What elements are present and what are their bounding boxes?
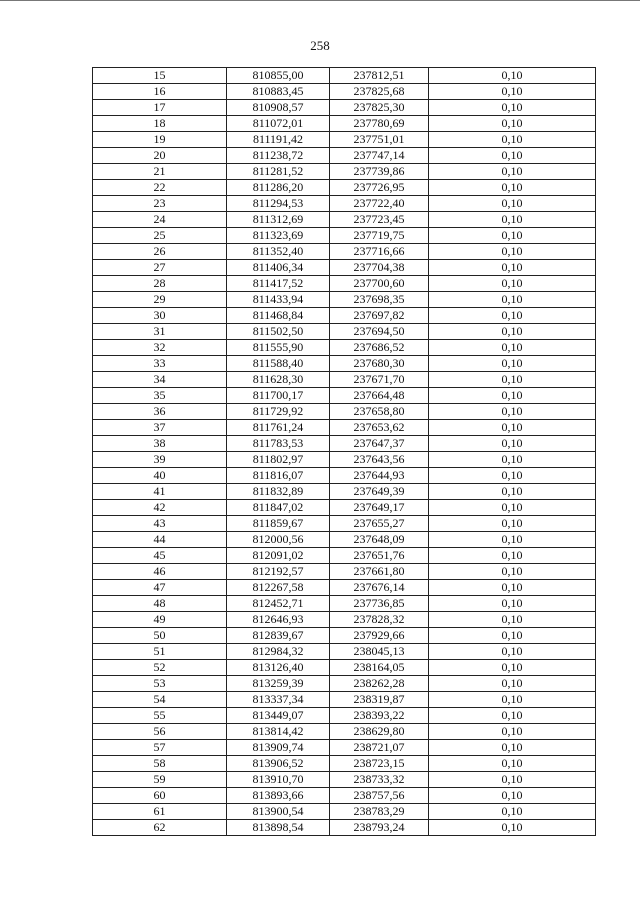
point-number-cell: 23 [93, 196, 227, 212]
accuracy-cell: 0,10 [429, 692, 596, 708]
accuracy-cell: 0,10 [429, 68, 596, 84]
x-coordinate-cell: 811502,50 [227, 324, 330, 340]
y-coordinate-cell: 237723,45 [330, 212, 429, 228]
point-number-cell: 15 [93, 68, 227, 84]
y-coordinate-cell: 237644,93 [330, 468, 429, 484]
point-number-cell: 61 [93, 804, 227, 820]
x-coordinate-cell: 811847,02 [227, 500, 330, 516]
accuracy-cell: 0,10 [429, 468, 596, 484]
accuracy-cell: 0,10 [429, 388, 596, 404]
point-number-cell: 49 [93, 612, 227, 628]
y-coordinate-cell: 238723,15 [330, 756, 429, 772]
y-coordinate-cell: 237671,70 [330, 372, 429, 388]
table-row [93, 676, 596, 692]
accuracy-cell: 0,10 [429, 404, 596, 420]
y-coordinate-cell: 237643,56 [330, 452, 429, 468]
accuracy-cell: 0,10 [429, 660, 596, 676]
table-row [93, 100, 596, 116]
y-coordinate-cell: 237739,86 [330, 164, 429, 180]
x-coordinate-cell: 810883,45 [227, 84, 330, 100]
y-coordinate-cell: 238393,22 [330, 708, 429, 724]
y-coordinate-cell: 237655,27 [330, 516, 429, 532]
table-row [93, 628, 596, 644]
x-coordinate-cell: 811433,94 [227, 292, 330, 308]
x-coordinate-cell: 811286,20 [227, 180, 330, 196]
table-row [93, 772, 596, 788]
table-row [93, 292, 596, 308]
point-number-cell: 50 [93, 628, 227, 644]
accuracy-cell: 0,10 [429, 708, 596, 724]
point-number-cell: 16 [93, 84, 227, 100]
point-number-cell: 27 [93, 260, 227, 276]
y-coordinate-cell: 237661,80 [330, 564, 429, 580]
y-coordinate-cell: 237700,60 [330, 276, 429, 292]
table-row [93, 692, 596, 708]
accuracy-cell: 0,10 [429, 420, 596, 436]
x-coordinate-cell: 813126,40 [227, 660, 330, 676]
x-coordinate-cell: 812839,67 [227, 628, 330, 644]
accuracy-cell: 0,10 [429, 452, 596, 468]
y-coordinate-cell: 237680,30 [330, 356, 429, 372]
point-number-cell: 55 [93, 708, 227, 724]
y-coordinate-cell: 237736,85 [330, 596, 429, 612]
x-coordinate-cell: 812984,32 [227, 644, 330, 660]
y-coordinate-cell: 237780,69 [330, 116, 429, 132]
table-row [93, 436, 596, 452]
y-coordinate-cell: 237697,82 [330, 308, 429, 324]
point-number-cell: 21 [93, 164, 227, 180]
y-coordinate-cell: 238045,13 [330, 644, 429, 660]
accuracy-cell: 0,10 [429, 772, 596, 788]
x-coordinate-cell: 811802,97 [227, 452, 330, 468]
point-number-cell: 24 [93, 212, 227, 228]
point-number-cell: 62 [93, 820, 227, 836]
table-row [93, 276, 596, 292]
point-number-cell: 51 [93, 644, 227, 660]
accuracy-cell: 0,10 [429, 308, 596, 324]
x-coordinate-cell: 811323,69 [227, 228, 330, 244]
y-coordinate-cell: 237649,39 [330, 484, 429, 500]
point-number-cell: 26 [93, 244, 227, 260]
point-number-cell: 32 [93, 340, 227, 356]
accuracy-cell: 0,10 [429, 324, 596, 340]
accuracy-cell: 0,10 [429, 644, 596, 660]
point-number-cell: 33 [93, 356, 227, 372]
table-row [93, 820, 596, 836]
table-row [93, 68, 596, 84]
table-row [93, 164, 596, 180]
table-row [93, 212, 596, 228]
y-coordinate-cell: 237726,95 [330, 180, 429, 196]
table-row [93, 308, 596, 324]
accuracy-cell: 0,10 [429, 84, 596, 100]
table-row [93, 564, 596, 580]
x-coordinate-cell: 813900,54 [227, 804, 330, 820]
point-number-cell: 25 [93, 228, 227, 244]
coordinates-table [92, 67, 596, 836]
table-row [93, 516, 596, 532]
y-coordinate-cell: 237676,14 [330, 580, 429, 596]
x-coordinate-cell: 812452,71 [227, 596, 330, 612]
accuracy-cell: 0,10 [429, 500, 596, 516]
table-row [93, 612, 596, 628]
point-number-cell: 57 [93, 740, 227, 756]
point-number-cell: 36 [93, 404, 227, 420]
y-coordinate-cell: 237751,01 [330, 132, 429, 148]
point-number-cell: 53 [93, 676, 227, 692]
table-row [93, 324, 596, 340]
y-coordinate-cell: 237698,35 [330, 292, 429, 308]
table-row [93, 180, 596, 196]
y-coordinate-cell: 237653,62 [330, 420, 429, 436]
x-coordinate-cell: 811417,52 [227, 276, 330, 292]
x-coordinate-cell: 811832,89 [227, 484, 330, 500]
accuracy-cell: 0,10 [429, 596, 596, 612]
y-coordinate-cell: 238721,07 [330, 740, 429, 756]
point-number-cell: 37 [93, 420, 227, 436]
x-coordinate-cell: 811072,01 [227, 116, 330, 132]
point-number-cell: 38 [93, 436, 227, 452]
y-coordinate-cell: 237649,17 [330, 500, 429, 516]
page-top-rule [0, 0, 640, 1]
y-coordinate-cell: 238793,24 [330, 820, 429, 836]
table-row [93, 724, 596, 740]
y-coordinate-cell: 237828,32 [330, 612, 429, 628]
point-number-cell: 18 [93, 116, 227, 132]
x-coordinate-cell: 811191,42 [227, 132, 330, 148]
x-coordinate-cell: 811816,07 [227, 468, 330, 484]
x-coordinate-cell: 811352,40 [227, 244, 330, 260]
x-coordinate-cell: 811406,34 [227, 260, 330, 276]
accuracy-cell: 0,10 [429, 724, 596, 740]
y-coordinate-cell: 237704,38 [330, 260, 429, 276]
point-number-cell: 30 [93, 308, 227, 324]
accuracy-cell: 0,10 [429, 516, 596, 532]
x-coordinate-cell: 813449,07 [227, 708, 330, 724]
y-coordinate-cell: 238262,28 [330, 676, 429, 692]
point-number-cell: 34 [93, 372, 227, 388]
x-coordinate-cell: 812091,02 [227, 548, 330, 564]
x-coordinate-cell: 811628,30 [227, 372, 330, 388]
y-coordinate-cell: 237648,09 [330, 532, 429, 548]
point-number-cell: 17 [93, 100, 227, 116]
accuracy-cell: 0,10 [429, 292, 596, 308]
accuracy-cell: 0,10 [429, 180, 596, 196]
table-row [93, 468, 596, 484]
x-coordinate-cell: 813898,54 [227, 820, 330, 836]
accuracy-cell: 0,10 [429, 244, 596, 260]
y-coordinate-cell: 237825,30 [330, 100, 429, 116]
y-coordinate-cell: 237658,80 [330, 404, 429, 420]
accuracy-cell: 0,10 [429, 788, 596, 804]
table-row [93, 372, 596, 388]
y-coordinate-cell: 237722,40 [330, 196, 429, 212]
table-row [93, 228, 596, 244]
point-number-cell: 59 [93, 772, 227, 788]
x-coordinate-cell: 811468,84 [227, 308, 330, 324]
point-number-cell: 43 [93, 516, 227, 532]
table-row [93, 548, 596, 564]
x-coordinate-cell: 811588,40 [227, 356, 330, 372]
point-number-cell: 52 [93, 660, 227, 676]
table-row [93, 148, 596, 164]
x-coordinate-cell: 811700,17 [227, 388, 330, 404]
y-coordinate-cell: 237664,48 [330, 388, 429, 404]
y-coordinate-cell: 238733,32 [330, 772, 429, 788]
y-coordinate-cell: 238319,87 [330, 692, 429, 708]
accuracy-cell: 0,10 [429, 628, 596, 644]
point-number-cell: 31 [93, 324, 227, 340]
x-coordinate-cell: 812267,58 [227, 580, 330, 596]
y-coordinate-cell: 237929,66 [330, 628, 429, 644]
coordinates-table-body [93, 68, 596, 836]
x-coordinate-cell: 813910,70 [227, 772, 330, 788]
accuracy-cell: 0,10 [429, 116, 596, 132]
point-number-cell: 28 [93, 276, 227, 292]
accuracy-cell: 0,10 [429, 228, 596, 244]
accuracy-cell: 0,10 [429, 100, 596, 116]
accuracy-cell: 0,10 [429, 804, 596, 820]
table-row [93, 260, 596, 276]
table-row [93, 116, 596, 132]
table-row [93, 452, 596, 468]
x-coordinate-cell: 813337,34 [227, 692, 330, 708]
y-coordinate-cell: 237825,68 [330, 84, 429, 100]
x-coordinate-cell: 811859,67 [227, 516, 330, 532]
table-row [93, 788, 596, 804]
point-number-cell: 58 [93, 756, 227, 772]
point-number-cell: 22 [93, 180, 227, 196]
x-coordinate-cell: 812000,56 [227, 532, 330, 548]
x-coordinate-cell: 812646,93 [227, 612, 330, 628]
x-coordinate-cell: 813814,42 [227, 724, 330, 740]
table-row [93, 340, 596, 356]
accuracy-cell: 0,10 [429, 820, 596, 836]
accuracy-cell: 0,10 [429, 532, 596, 548]
x-coordinate-cell: 811312,69 [227, 212, 330, 228]
accuracy-cell: 0,10 [429, 132, 596, 148]
table-row [93, 804, 596, 820]
accuracy-cell: 0,10 [429, 580, 596, 596]
x-coordinate-cell: 810855,00 [227, 68, 330, 84]
accuracy-cell: 0,10 [429, 676, 596, 692]
accuracy-cell: 0,10 [429, 164, 596, 180]
y-coordinate-cell: 237686,52 [330, 340, 429, 356]
table-row [93, 580, 596, 596]
y-coordinate-cell: 237747,14 [330, 148, 429, 164]
accuracy-cell: 0,10 [429, 148, 596, 164]
table-row [93, 500, 596, 516]
table-row [93, 596, 596, 612]
point-number-cell: 44 [93, 532, 227, 548]
y-coordinate-cell: 238757,56 [330, 788, 429, 804]
point-number-cell: 46 [93, 564, 227, 580]
point-number-cell: 56 [93, 724, 227, 740]
x-coordinate-cell: 813909,74 [227, 740, 330, 756]
x-coordinate-cell: 811294,53 [227, 196, 330, 212]
accuracy-cell: 0,10 [429, 212, 596, 228]
table-row [93, 404, 596, 420]
y-coordinate-cell: 237812,51 [330, 68, 429, 84]
table-row [93, 756, 596, 772]
x-coordinate-cell: 811238,72 [227, 148, 330, 164]
accuracy-cell: 0,10 [429, 260, 596, 276]
accuracy-cell: 0,10 [429, 436, 596, 452]
point-number-cell: 45 [93, 548, 227, 564]
table-row [93, 84, 596, 100]
table-row [93, 660, 596, 676]
x-coordinate-cell: 811281,52 [227, 164, 330, 180]
accuracy-cell: 0,10 [429, 356, 596, 372]
table-row [93, 356, 596, 372]
x-coordinate-cell: 811783,53 [227, 436, 330, 452]
table-row [93, 740, 596, 756]
point-number-cell: 35 [93, 388, 227, 404]
y-coordinate-cell: 238783,29 [330, 804, 429, 820]
x-coordinate-cell: 813906,52 [227, 756, 330, 772]
table-row [93, 244, 596, 260]
point-number-cell: 39 [93, 452, 227, 468]
point-number-cell: 47 [93, 580, 227, 596]
y-coordinate-cell: 237694,50 [330, 324, 429, 340]
accuracy-cell: 0,10 [429, 564, 596, 580]
page-number: 258 [310, 38, 330, 53]
y-coordinate-cell: 237719,75 [330, 228, 429, 244]
table-row [93, 132, 596, 148]
table-row [93, 708, 596, 724]
point-number-cell: 42 [93, 500, 227, 516]
table-row [93, 388, 596, 404]
x-coordinate-cell: 813259,39 [227, 676, 330, 692]
y-coordinate-cell: 238629,80 [330, 724, 429, 740]
table-row [93, 644, 596, 660]
y-coordinate-cell: 237651,76 [330, 548, 429, 564]
point-number-cell: 40 [93, 468, 227, 484]
accuracy-cell: 0,10 [429, 740, 596, 756]
accuracy-cell: 0,10 [429, 612, 596, 628]
x-coordinate-cell: 811729,92 [227, 404, 330, 420]
y-coordinate-cell: 238164,05 [330, 660, 429, 676]
table-row [93, 196, 596, 212]
y-coordinate-cell: 237647,37 [330, 436, 429, 452]
x-coordinate-cell: 813893,66 [227, 788, 330, 804]
accuracy-cell: 0,10 [429, 340, 596, 356]
table-row [93, 420, 596, 436]
accuracy-cell: 0,10 [429, 372, 596, 388]
table-row [93, 484, 596, 500]
accuracy-cell: 0,10 [429, 756, 596, 772]
point-number-cell: 48 [93, 596, 227, 612]
x-coordinate-cell: 811555,90 [227, 340, 330, 356]
x-coordinate-cell: 812192,57 [227, 564, 330, 580]
point-number-cell: 20 [93, 148, 227, 164]
accuracy-cell: 0,10 [429, 484, 596, 500]
point-number-cell: 41 [93, 484, 227, 500]
y-coordinate-cell: 237716,66 [330, 244, 429, 260]
point-number-cell: 19 [93, 132, 227, 148]
point-number-cell: 60 [93, 788, 227, 804]
table-row [93, 532, 596, 548]
point-number-cell: 54 [93, 692, 227, 708]
x-coordinate-cell: 811761,24 [227, 420, 330, 436]
x-coordinate-cell: 810908,57 [227, 100, 330, 116]
accuracy-cell: 0,10 [429, 548, 596, 564]
accuracy-cell: 0,10 [429, 276, 596, 292]
accuracy-cell: 0,10 [429, 196, 596, 212]
point-number-cell: 29 [93, 292, 227, 308]
